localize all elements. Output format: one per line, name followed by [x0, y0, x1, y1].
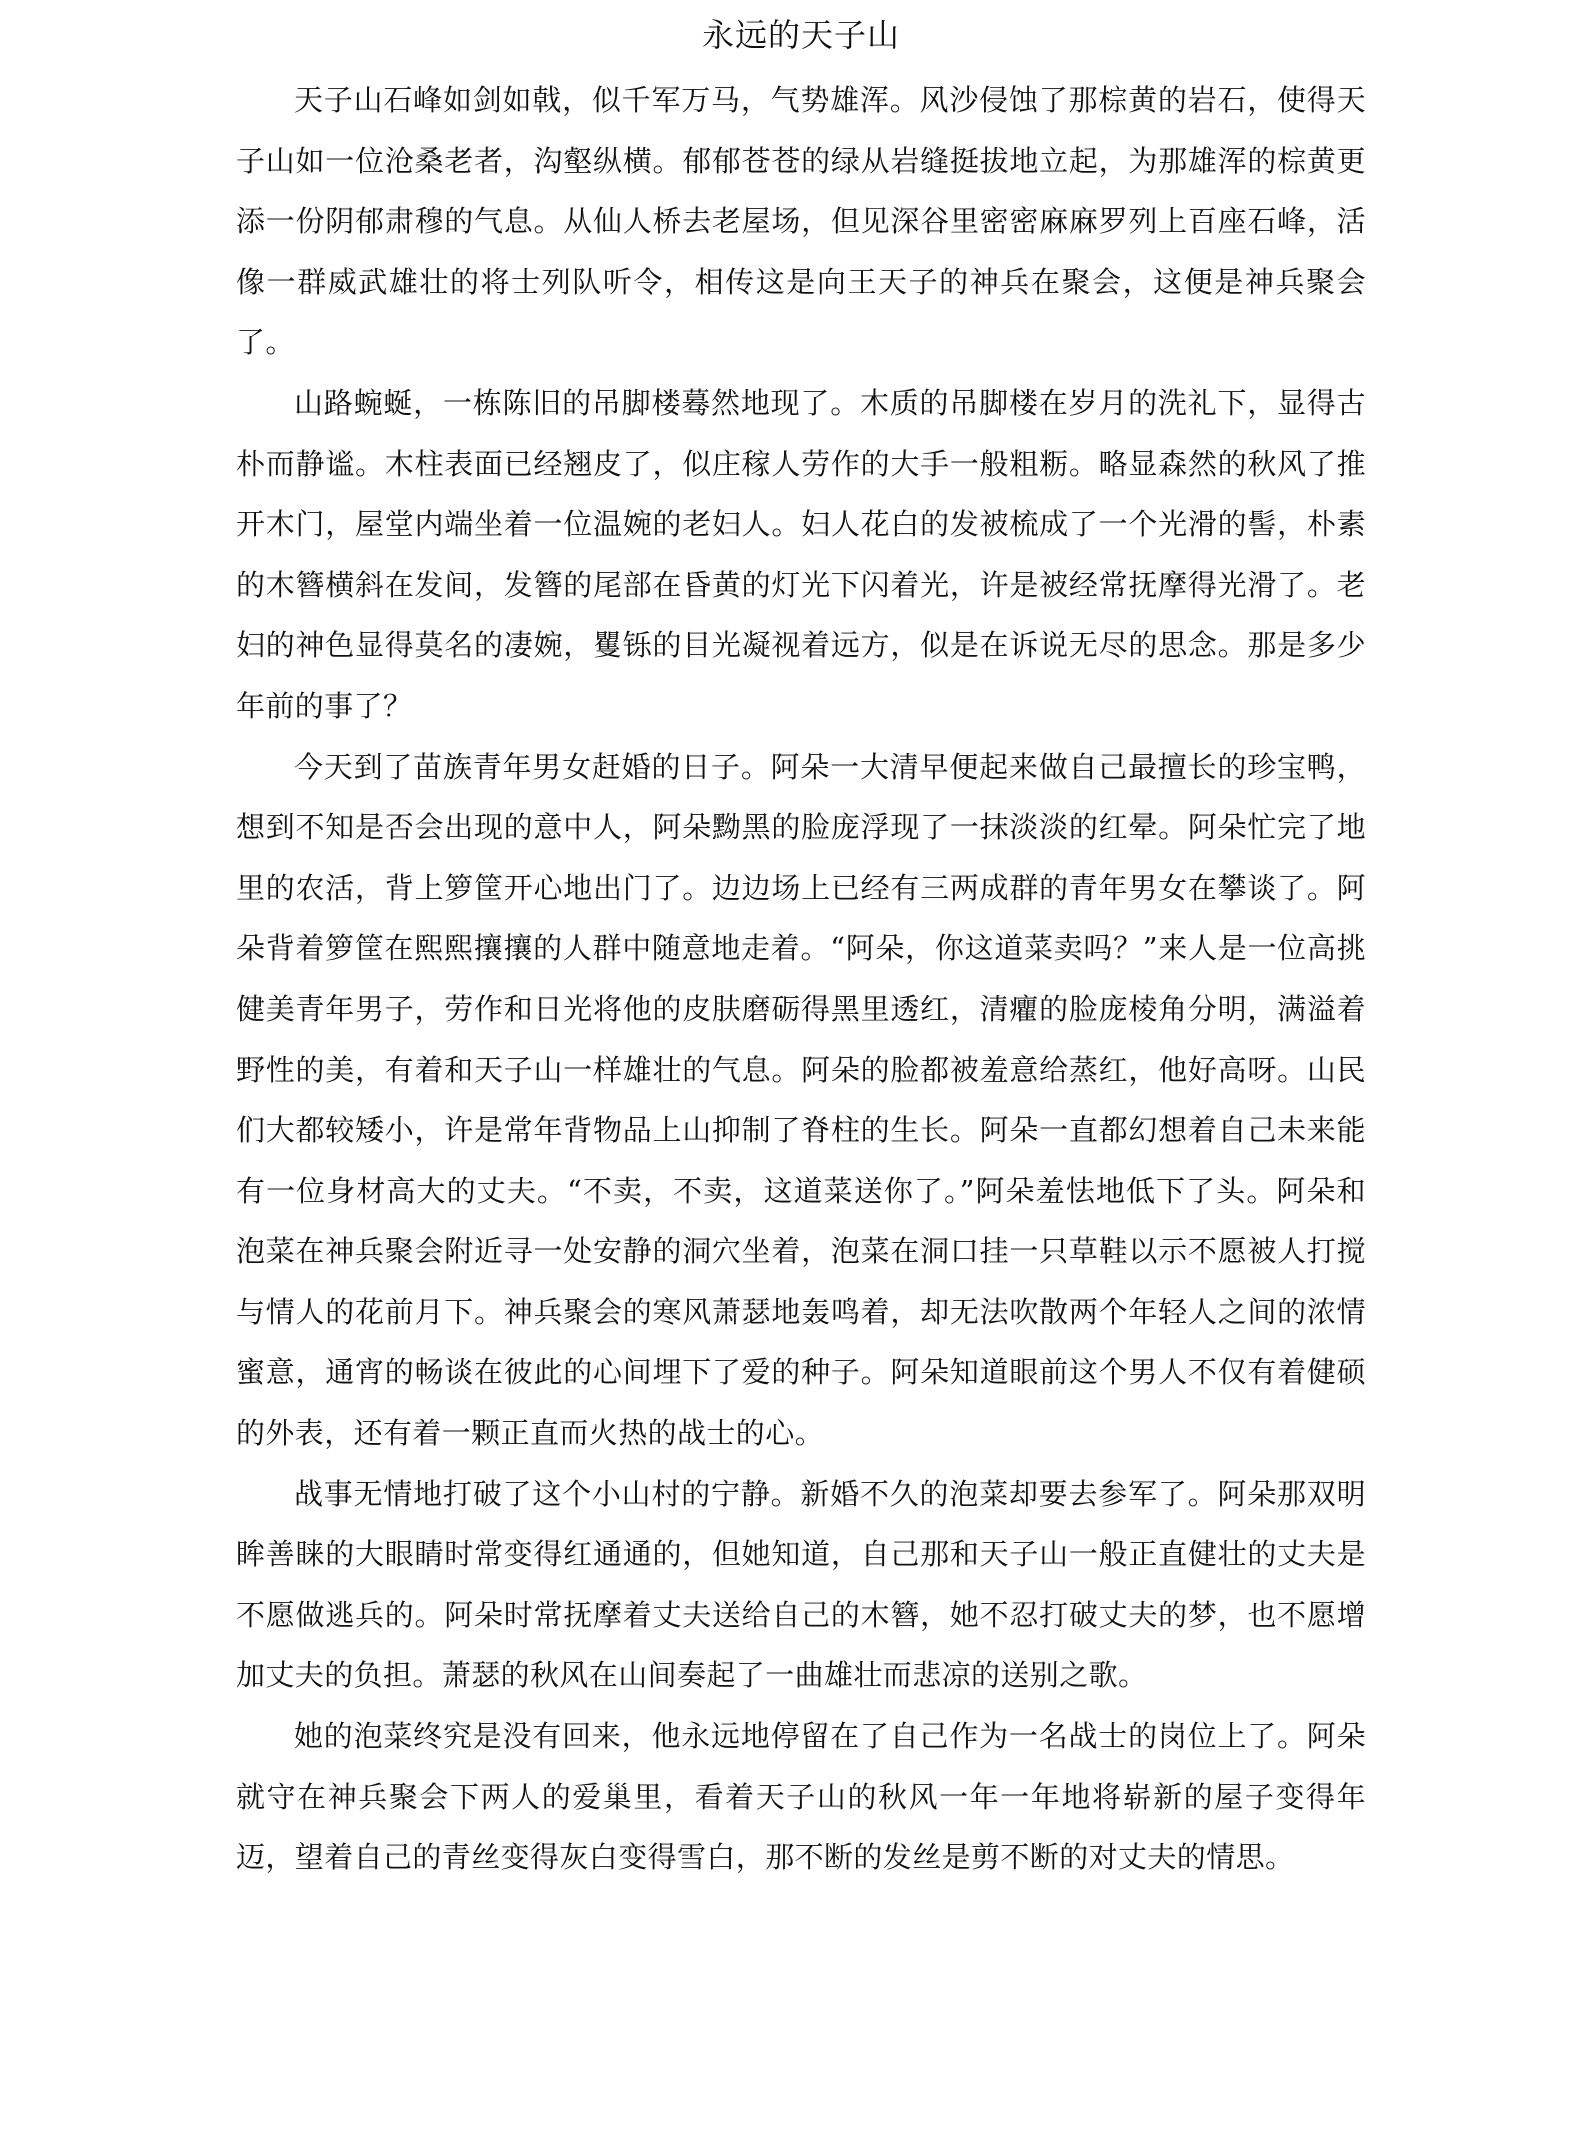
paragraph-4: 战事无情地打破了这个小山村的宁静。新婚不久的泡菜却要去参军了。阿朵那双明眸善睐的大眼睛时常变得红通通的，但她知道，自己那和天子山一般正直健壮的丈夫是不愿做逃兵的。阿朵时常抚摩着丈夫送给自己的木簪，她不忍打破丈夫的梦，也不愿增加丈夫的负担。萧瑟的秋风在山间奏起了一曲雄壮而悲凉的送别之歌。 [236, 1476, 1366, 1693]
document-body [236, 70, 1366, 1888]
paragraph-2: 山路蜿蜒，一栋陈旧的吊脚楼蓦然地现了。木质的吊脚楼在岁月的洗礼下，显得古朴而静谧。木柱表面已经翘皮了，似庄稼人劳作的大手一般粗粝。略显森然的秋风了推开木门，屋堂内端坐着一位温婉的老妇人。妇人花白的发被梳成了一个光滑的髻，朴素的木簪横斜在发间，发簪的尾部在昏黄的灯光下闪着光，许是被经常抚摩得光滑了。老妇的神色显得莫名的凄婉，矍铄的目光凝视着远方，似是在诉说无尽的思念。那是多少年前的事了？ [236, 385, 1366, 723]
paragraph-5: 她的泡菜终究是没有回来，他永远地停留在了自己作为一名战士的岗位上了。阿朵就守在神兵聚会下两人的爱巢里，看着天子山的秋风一年一年地将崭新的屋子变得年迈，望着自己的青丝变得灰白变得雪白，那不断的发丝是剪不断的对丈夫的情思。 [236, 1719, 1366, 1875]
document-title: 永远的天子山 [701, 16, 900, 54]
paragraph-3: 今天到了苗族青年男女赶婚的日子。阿朵一大清早便起来做自己最擅长的珍宝鸭，想到不知是否会出现的意中人，阿朵黝黑的脸庞浮现了一抹淡淡的红晕。阿朵忙完了地里的农活，背上箩筐开心地出门了。边边场上已经有三两成群的青年男女在攀谈了。阿朵背着箩筐在熙熙攘攘的人群中随意地走着。“阿朵，你这道菜卖吗？”来人是一位高挑健美青年男子，劳作和日光将他的皮肤磨砺得黑里透红，清癯的脸庞棱角分明，满溢着野性的美，有着和天子山一样雄壮的气息。阿朵的脸都被羞意给蒸红，他好高呀。山民们大都较矮小，许是常年背物品上山抑制了脊柱的生长。阿朵一直都幻想着自己未来能有一位身材高大的丈夫。“不卖，不卖，这道菜送你了。”阿朵羞怯地低下了头。阿朵和泡菜在神兵聚会附近寻一处安静的洞穴坐着，泡菜在洞口挂一只草鞋以示不愿被人打搅与情人的花前月下。神兵聚会的寒风萧瑟地轰鸣着，却无法吹散两个年轻人之间的浓情蜜意，通宵的畅谈在彼此的心间埋下了爱的种子。阿朵知道眼前这个男人不仅有着健硕的外表，还有着一颗正直而火热的战士的心。 [236, 749, 1366, 1451]
document-page [236, 0, 1366, 2129]
paragraph-1: 天子山石峰如剑如戟，似千军万马，气势雄浑。风沙侵蚀了那棕黄的岩石，使得天子山如一位沧桑老者，沟壑纵横。郁郁苍苍的绿从岩缝挺拔地立起，为那雄浑的棕黄更添一份阴郁肃穆的气息。从仙人桥去老屋场，但见深谷里密密麻麻罗列上百座石峰，活像一群威武雄壮的将士列队听令，相传这是向王天子的神兵在聚会，这便是神兵聚会了。 [236, 83, 1366, 360]
